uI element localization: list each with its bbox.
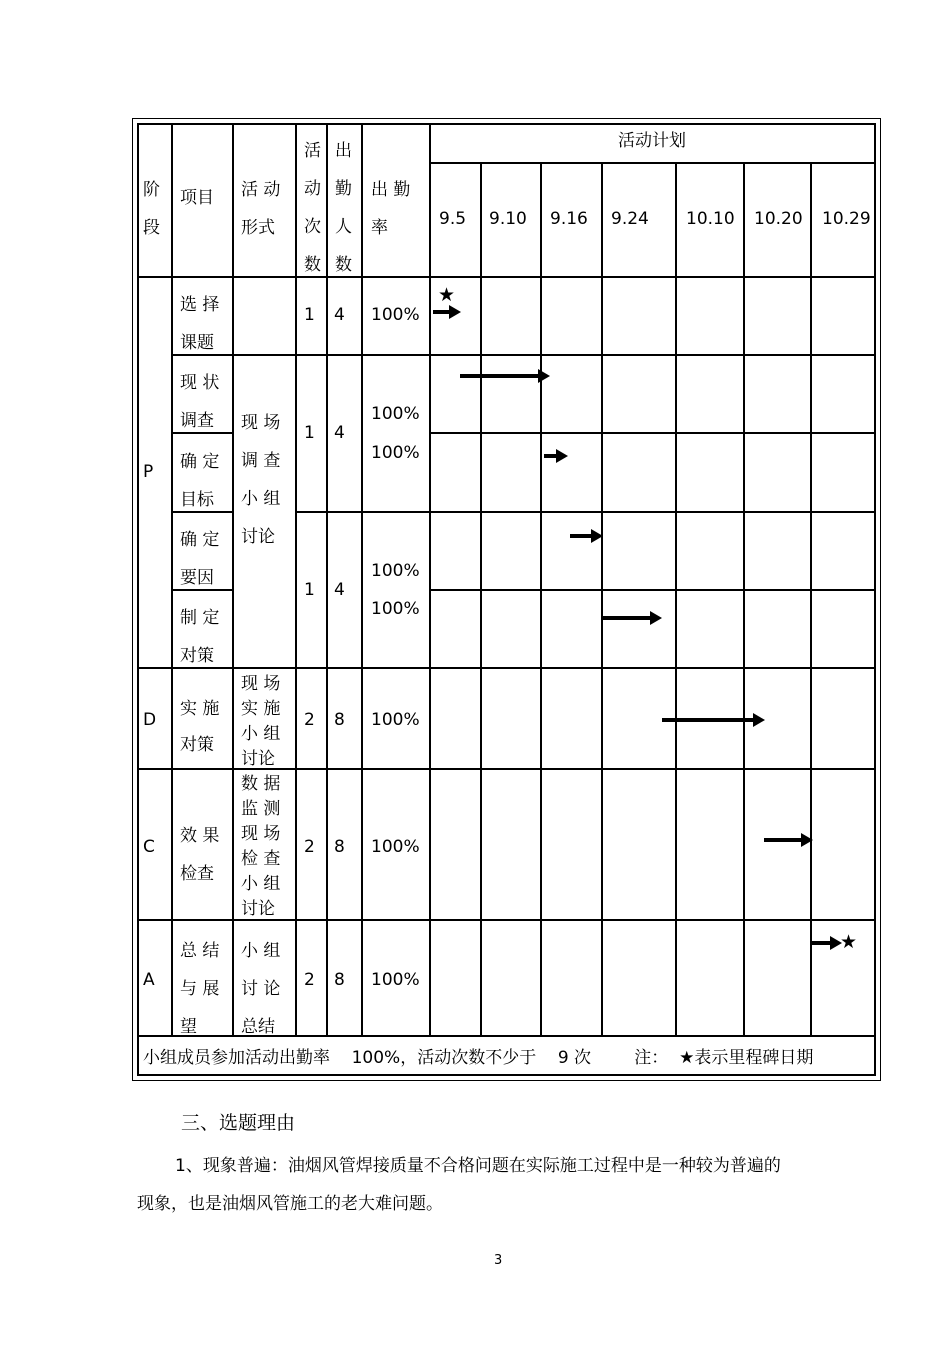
row-line	[137, 667, 876, 669]
row-line	[295, 511, 876, 513]
rate-value: 100%	[371, 404, 420, 424]
rate-value: 100%	[371, 837, 420, 857]
people-value: 8	[334, 710, 345, 730]
people-value: 4	[334, 423, 345, 443]
form-label: 数 据 监 测 现 场 检 查 小 组 讨论	[241, 774, 281, 919]
count-value: 2	[304, 837, 315, 857]
date-label: 9.5	[439, 209, 467, 229]
rate-value: 100%	[371, 710, 420, 730]
col-line	[675, 163, 677, 1037]
col-line	[540, 163, 542, 1037]
gantt-arrow	[764, 830, 813, 850]
col-line	[326, 123, 328, 1037]
rate-value: 100%	[371, 443, 420, 463]
date-label: 10.10	[686, 209, 735, 229]
phase-label: D	[143, 710, 157, 730]
col-line	[171, 123, 173, 1037]
row-line	[429, 589, 876, 591]
table-footer-note: 小组成员参加活动出勤率 100%，活动次数不少于 9 次 注： ★表示里程碑日期	[143, 1048, 814, 1068]
header-rate: 出 勤 率	[371, 180, 411, 238]
phase-label: P	[143, 462, 154, 482]
item-label: 选 择 课题	[180, 295, 220, 353]
form-label: 现 场 调 查 小 组 讨论	[241, 413, 281, 547]
count-value: 2	[304, 710, 315, 730]
date-label: 9.10	[489, 209, 527, 229]
milestone-star-icon: ★	[438, 284, 456, 306]
gantt-arrow	[811, 933, 842, 953]
col-line	[232, 123, 234, 1037]
people-value: 4	[334, 580, 345, 600]
count-value: 1	[304, 423, 315, 443]
paragraph-line: 现象，也是油烟风管施工的老大难问题。	[137, 1194, 443, 1214]
header-people: 出 勤 人 数	[335, 141, 352, 275]
item-label: 实 施 对策	[180, 699, 220, 755]
form-label: 现 场 实 施 小 组 讨论	[241, 674, 281, 769]
item-label: 效 果 检查	[180, 826, 220, 884]
milestone-star-icon: ★	[840, 931, 858, 953]
section-heading: 三、选题理由	[181, 1112, 296, 1134]
row-line	[137, 276, 876, 278]
date-label: 9.24	[611, 209, 649, 229]
gantt-arrow	[544, 446, 568, 466]
item-label: 确 定 要因	[180, 530, 220, 588]
gantt-arrow	[460, 366, 550, 386]
gantt-arrow	[662, 710, 765, 730]
item-label: 总 结 与 展 望	[180, 941, 220, 1037]
phase-label: A	[143, 970, 155, 990]
people-value: 8	[334, 837, 345, 857]
item-label: 确 定 目标	[180, 452, 220, 510]
rate-value: 100%	[371, 970, 420, 990]
gantt-arrow	[433, 302, 461, 322]
col-line	[480, 163, 482, 1037]
count-value: 1	[304, 580, 315, 600]
rate-value: 100%	[371, 561, 420, 581]
people-value: 8	[334, 970, 345, 990]
header-form: 活 动 形式	[241, 180, 281, 238]
item-label: 制 定 对策	[180, 608, 220, 666]
item-label: 现 状 调查	[180, 373, 220, 431]
col-line	[743, 163, 745, 1037]
row-line	[429, 432, 876, 434]
paragraph-line: 1、现象普遍：油烟风管焊接质量不合格问题在实际施工过程中是一种较为普遍的	[175, 1156, 781, 1176]
rate-value: 100%	[371, 305, 420, 325]
col-line	[361, 123, 363, 1037]
col-line	[810, 163, 812, 1037]
col-line	[295, 123, 297, 1037]
col-line	[601, 163, 603, 1037]
row-line	[429, 162, 876, 164]
header-count: 活 动 次 数	[304, 141, 321, 275]
gantt-arrow	[570, 526, 603, 546]
people-value: 4	[334, 305, 345, 325]
row-line	[171, 354, 876, 356]
gantt-arrow	[603, 608, 662, 628]
header-plan-title: 活动计划	[618, 131, 686, 151]
page-number: 3	[494, 1253, 503, 1268]
date-label: 9.16	[550, 209, 588, 229]
form-label: 小 组 讨 论 总结	[241, 941, 281, 1037]
col-line	[429, 123, 431, 1037]
date-label: 10.29	[822, 209, 871, 229]
date-label: 10.20	[754, 209, 803, 229]
count-value: 2	[304, 970, 315, 990]
count-value: 1	[304, 305, 315, 325]
header-item: 项目	[180, 188, 214, 208]
header-phase: 阶 段	[143, 180, 160, 238]
rate-value: 100%	[371, 599, 420, 619]
phase-label: C	[143, 837, 155, 857]
